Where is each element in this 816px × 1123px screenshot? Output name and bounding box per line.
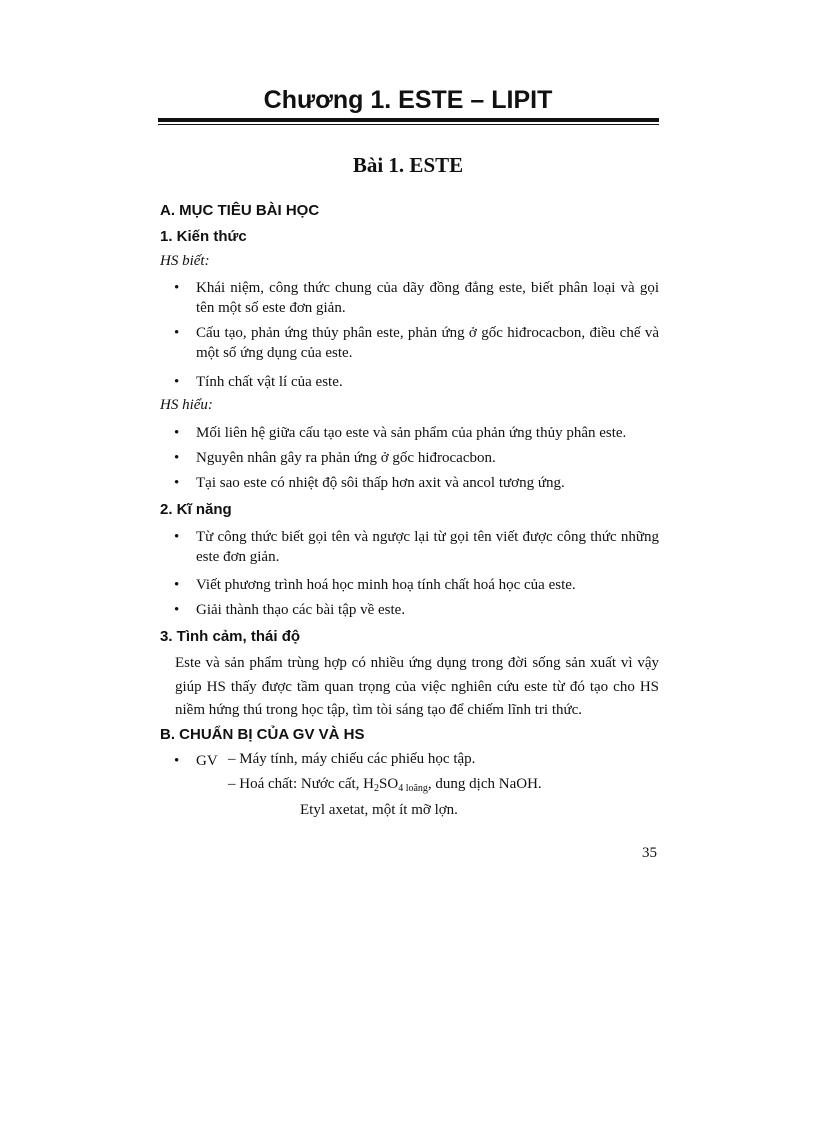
chem-suffix: , dung dịch NaOH.: [427, 776, 542, 792]
page-number: 35: [642, 845, 657, 861]
list-item: • Nguyên nhân gây ra phản ứng ở gốc hiđrocacbon.: [196, 448, 659, 468]
chem-mid: SO: [379, 776, 399, 792]
hs-biet-label: HS biết:: [160, 253, 210, 269]
list-item: • Khái niệm, công thức chung của dãy đồng đẳng este, biết phân loại và gọi tên một số este đơn giản.: [196, 278, 659, 318]
list-item: • Tính chất vật lí của este.: [196, 372, 659, 392]
skills-heading: 2. Kĩ năng: [160, 501, 232, 518]
subscript-2: 2: [374, 783, 380, 794]
section-b-heading: B. CHUẨN BỊ CỦA GV VÀ HS: [160, 726, 365, 743]
gv-line-materials: Etyl axetat, một ít mỡ lợn.: [300, 802, 458, 818]
subscript-4-loang: 4 loãng: [398, 783, 428, 794]
list-item: • Giải thành thạo các bài tập về este.: [196, 600, 659, 620]
section-a-heading: A. MỤC TIÊU BÀI HỌC: [160, 202, 320, 219]
chem-prefix: – Hoá chất: Nước cất, H: [228, 776, 375, 792]
gv-item: [196, 751, 218, 771]
hs-hieu-label: HS hiểu:: [160, 397, 213, 413]
attitude-heading: 3. Tình cảm, thái độ: [160, 628, 301, 645]
chapter-rule-thick: [158, 118, 659, 122]
knowledge-heading: 1. Kiến thức: [160, 228, 247, 245]
gv-line-equipment: – Máy tính, máy chiếu các phiếu học tập.: [228, 751, 476, 767]
gv-line-chemicals: [228, 776, 542, 794]
chapter-title: Chương 1. ESTE – LIPIT: [263, 86, 553, 114]
lesson-title: Bài 1. ESTE: [352, 153, 464, 177]
gv-label: GV: [196, 753, 218, 769]
list-item: • Cấu tạo, phản ứng thủy phân este, phản ứng ở gốc hiđrocacbon, điều chế và một số ứng dụng của este.: [196, 323, 659, 363]
list-item: • Viết phương trình hoá học minh hoạ tính chất hoá học của este.: [196, 575, 659, 595]
list-item: • Từ công thức biết gọi tên và ngược lại từ gọi tên viết được công thức những este đơn giản.: [196, 527, 659, 567]
attitude-paragraph: Este và sản phẩm trùng hợp có nhiều ứng dụng trong đời sống sản xuất vì vậy giúp HS thấy được tầm quan trọng của việc nghiên cứu este từ đó tạo cho HS niềm hứng thú trong học tập, tìm tòi sáng tạo để chiếm lĩnh tri thức.: [175, 655, 659, 718]
list-item: • Tại sao este có nhiệt độ sôi thấp hơn axit và ancol tương ứng.: [196, 473, 659, 493]
list-item: • Mối liên hệ giữa cấu tạo este và sản phẩm của phản ứng thủy phân este.: [196, 423, 659, 443]
chapter-rule-thin: [158, 124, 659, 125]
